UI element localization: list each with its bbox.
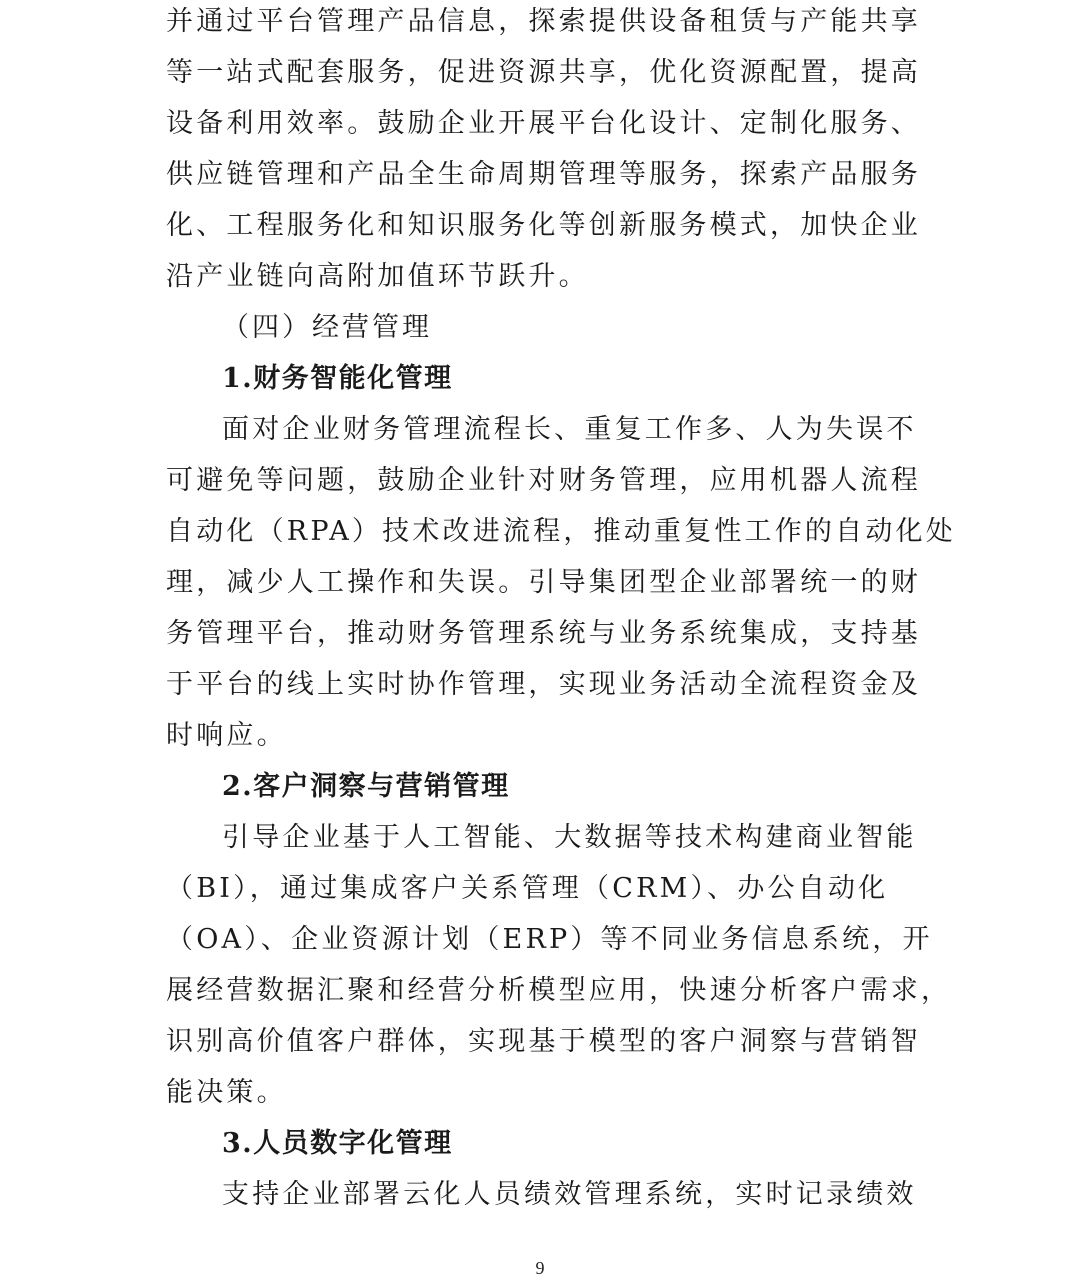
body-line: 时响应。 (166, 720, 287, 751)
body-line: 自动化（RPA）技术改进流程，推动重复性工作的自动化处 (166, 516, 956, 547)
body-line: 可避免等问题，鼓励企业针对财务管理，应用机器人流程 (166, 465, 921, 496)
body-line: 于平台的线上实时协作管理，实现业务活动全流程资金及 (166, 669, 921, 700)
body-line: 识别高价值客户群体，实现基于模型的客户洞察与营销智 (166, 1026, 921, 1057)
body-line: （OA）、企业资源计划（ERP）等不同业务信息系统，开 (166, 924, 933, 955)
body-line: （BI），通过集成客户关系管理（CRM）、办公自动化 (166, 873, 889, 904)
subsection-heading: 1.财务智能化管理 (222, 363, 453, 394)
body-line: 设备利用效率。鼓励企业开展平台化设计、定制化服务、 (166, 108, 921, 139)
body-line: 沿产业链向高附加值环节跃升。 (166, 261, 589, 292)
body-line: 面对企业财务管理流程长、重复工作多、人为失误不 (222, 414, 917, 445)
body-line: 能决策。 (166, 1077, 287, 1108)
body-line: 并通过平台管理产品信息，探索提供设备租赁与产能共享 (166, 6, 921, 37)
body-line: 展经营数据汇聚和经营分析模型应用，快速分析客户需求， (166, 975, 952, 1006)
body-line: 供应链管理和产品全生命周期管理等服务，探索产品服务 (166, 159, 921, 190)
body-line: 支持企业部署云化人员绩效管理系统，实时记录绩效 (222, 1179, 917, 1210)
section-heading: （四）经营管理 (222, 312, 432, 343)
subsection-heading: 2.客户洞察与营销管理 (222, 771, 510, 802)
body-line: 引导企业基于人工智能、大数据等技术构建商业智能 (222, 822, 917, 853)
subsection-heading: 3.人员数字化管理 (222, 1128, 453, 1159)
body-line: 化、工程服务化和知识服务化等创新服务模式，加快企业 (166, 210, 921, 241)
body-line: 等一站式配套服务，促进资源共享，优化资源配置，提高 (166, 57, 921, 88)
page-number: 9 (535, 1258, 545, 1278)
body-line: 理，减少人工操作和失误。引导集团型企业部署统一的财 (166, 567, 921, 598)
body-line: 务管理平台，推动财务管理系统与业务系统集成，支持基 (166, 618, 921, 649)
